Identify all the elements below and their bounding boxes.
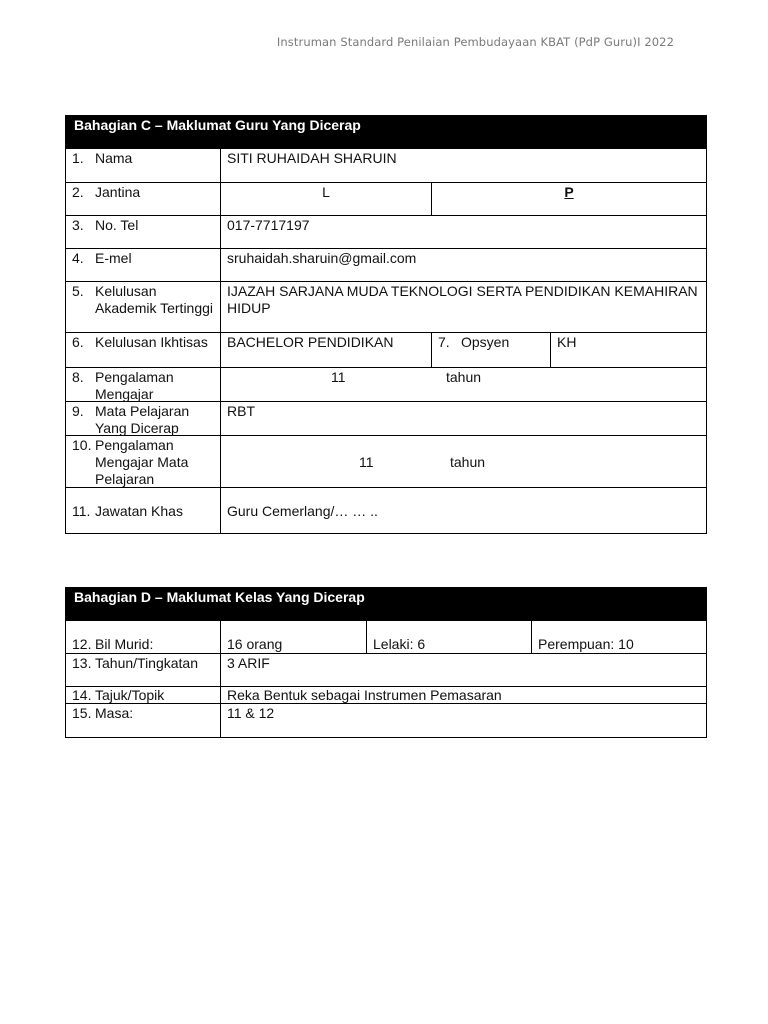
row-label: Kelulusan Ikhtisas [95, 334, 208, 350]
row-label: Pengalaman Mengajar Mata Pelajaran [95, 437, 189, 487]
row-number: 10. [72, 437, 92, 453]
row-label: Tajuk/Topik [95, 687, 165, 703]
table-row [66, 620, 706, 653]
row-label: Bil Murid: [95, 636, 154, 652]
row-number: 9. [72, 403, 84, 419]
tajuk-value: Reka Bentuk sebagai Instrumen Pemasaran [227, 687, 502, 703]
row-number: 13. [72, 655, 92, 671]
murid-perempuan: Perempuan: 10 [538, 636, 634, 652]
opsyen-value: KH [557, 334, 577, 350]
row-number: 6. [72, 334, 84, 350]
jantina-option-p: P [564, 184, 574, 200]
table-row [66, 686, 706, 703]
row-label: No. Tel [95, 217, 139, 233]
page-header: Instruman Standard Penilaian Pembudayaan KBAT (PdP Guru)I 2022 [276, 35, 674, 49]
murid-value: 16 orang [221, 621, 367, 653]
row-number: 2. [72, 184, 84, 200]
row-number: 8. [72, 369, 84, 385]
table-row [66, 248, 706, 281]
table-row [66, 332, 706, 367]
table-row [66, 148, 706, 182]
pengalaman-mp-unit: tahun [450, 454, 486, 470]
section-d-table [65, 587, 707, 738]
row-label: Jantina [95, 184, 141, 200]
table-row [66, 653, 706, 686]
section-d-title: Bahagian D – Maklumat Kelas Yang Dicerap [66, 588, 706, 620]
jantina-option-l: L [221, 183, 432, 215]
ikhtisas-value: BACHELOR PENDIDIKAN [221, 333, 432, 367]
row-number: 14. [72, 687, 92, 703]
row-number: 11. [72, 502, 91, 519]
row-label: Pengalaman Mengajar [95, 369, 174, 402]
table-row [66, 401, 706, 435]
row-label: Tahun/Tingkatan [95, 655, 198, 671]
section-c-title: Bahagian C – Maklumat Guru Yang Dicerap [66, 116, 706, 148]
section-c-table [65, 115, 707, 534]
row-number: 1. [72, 150, 84, 166]
table-row [66, 487, 706, 533]
pengalaman-value: 11 [331, 369, 346, 385]
tel-value: 017-7717197 [227, 217, 310, 233]
row-label: Kelulusan Akademik Tertinggi [95, 283, 214, 316]
table-row [66, 703, 706, 737]
table-row [66, 367, 706, 401]
row-number: 3. [72, 217, 84, 233]
row-label: E-mel [95, 250, 132, 266]
akademik-value: IJAZAH SARJANA MUDA TEKNOLOGI SERTA PENDIDIKAN KEMAHIRAN HIDUP [227, 283, 698, 316]
tahun-value: 3 ARIF [227, 655, 270, 671]
table-row [66, 435, 706, 487]
pengalaman-mp-value: 11 [359, 454, 374, 470]
row-number: 12. [72, 636, 92, 652]
mata-pelajaran-value: RBT [227, 403, 255, 419]
row-number: 15. [72, 705, 92, 721]
table-row [66, 281, 706, 332]
row-label: Masa: [95, 705, 134, 721]
row-number: 4. [72, 250, 84, 266]
murid-lelaki: Lelaki: 6 [367, 621, 532, 653]
row-label: Jawatan Khas [95, 502, 183, 519]
row-number: 7. [438, 334, 450, 350]
masa-value: 11 & 12 [227, 705, 275, 721]
emel-value: sruhaidah.sharuin@gmail.com [227, 250, 417, 266]
row-label: Nama [95, 150, 133, 166]
row-label: Mata Pelajaran Yang Dicerap [95, 403, 190, 436]
table-row [66, 182, 706, 215]
pengalaman-unit: tahun [446, 369, 482, 385]
table-row [66, 215, 706, 248]
opsyen-label: Opsyen [461, 334, 510, 350]
jawatan-value: Guru Cemerlang/… … .. [227, 502, 378, 519]
nama-value: SITI RUHAIDAH SHARUIN [227, 150, 397, 166]
row-number: 5. [72, 283, 84, 299]
